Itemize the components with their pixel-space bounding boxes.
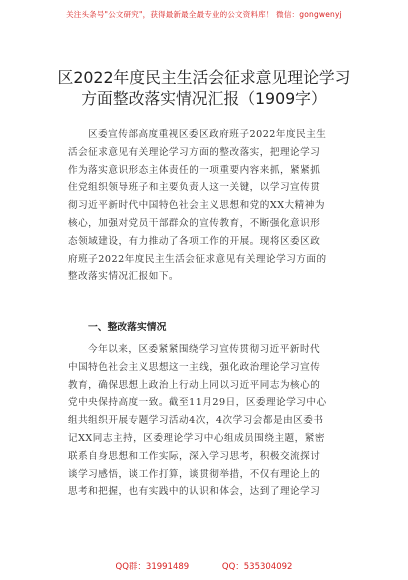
section-line: 记XX同志主持，区委理论学习中心组成员围绕主题，紧密	[68, 432, 325, 444]
footer-qq: QQ：535304092	[221, 562, 293, 572]
section-heading: 一、整改落实情况	[88, 322, 167, 333]
intro-line: 作为落实意识形态主体责任的一项重要内容来抓，紧紧抓	[68, 164, 321, 176]
section-line: 党中央保持高度一致。截至11月29日，区委理论学习中心	[68, 397, 327, 409]
document-title	[34, 67, 374, 109]
section-line: 谈学习感悟，谈工作打算，谈贯彻举措，不仅有理论上的	[68, 468, 321, 480]
section-line: 今年以来，区委紧紧围绕学习宣传贯彻习近平新时代	[88, 344, 321, 355]
section-line: 教育，确保思想上政治上行动上同以习近平同志为核心的	[68, 379, 321, 391]
title-line-2: 方面整改落实情况汇报（1909字）	[81, 88, 327, 108]
intro-line: 府班子2022年度民主生活会征求意见有关理论学习方面的	[68, 253, 327, 265]
intro-line: 整改落实情况汇报如下。	[68, 271, 180, 283]
footer-contacts	[0, 560, 408, 572]
section-line: 思考和把握，也有实践中的认识和体会，达到了理论学习	[68, 486, 321, 498]
section-line: 组共组织开展专题学习活动4次，4次学习会都是由区委书	[68, 415, 324, 427]
intro-line: 住党组织领导班子和主要负责人这一关键，以学习宣传贯	[68, 182, 321, 194]
intro-line: 核心，加强对党员干部群众的宣传教育，不断强化意识形	[68, 217, 321, 229]
intro-paragraph	[68, 126, 368, 286]
footer-qq-group: QQ群：31991489	[115, 562, 190, 572]
intro-line: 态领域建设，有力推动了各项工作的开展。现将区委区政	[68, 235, 321, 247]
intro-line: 活会征求意见有关理论学习方面的整改落实，把理论学习	[68, 146, 321, 158]
header-banner: 关注头条号"公文研究"，获得最新最全最专业的公文资料库！ 微信：gongwenyj	[66, 10, 342, 19]
intro-line: 彻习近平新时代中国特色社会主义思想和党的XX大精神为	[68, 200, 325, 212]
title-line-1: 区2022年度民主生活会征求意见理论学习	[57, 67, 351, 87]
section-paragraph	[68, 341, 368, 501]
section-line: 中国特色社会主义思想这一主线，强化政治理论学习宣传	[68, 361, 321, 373]
intro-line: 区委宣传部高度重视区委区政府班子2022年度民主生	[88, 129, 327, 140]
section-line: 联系自身思想和工作实际，深入学习思考，积极交流探讨	[68, 450, 321, 462]
